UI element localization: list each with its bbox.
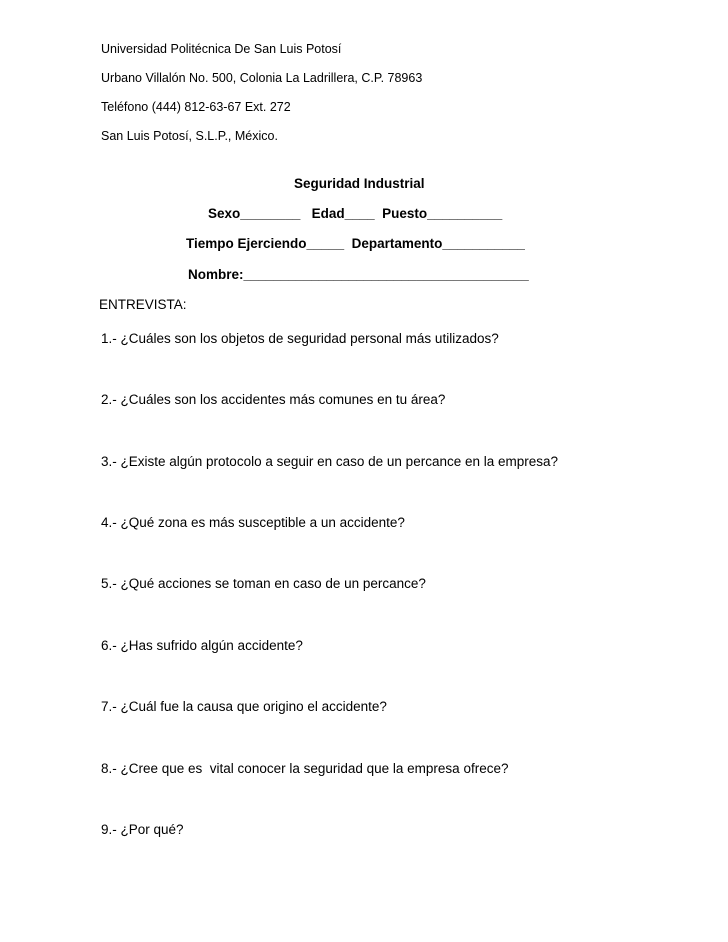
question-item: 8.- ¿Cree que es vital conocer la seguridad que la empresa ofrece? — [101, 761, 509, 776]
question-item: 7.- ¿Cuál fue la causa que origino el accidente? — [101, 699, 387, 714]
question-item: 3.- ¿Existe algún protocolo a seguir en caso de un percance en la empresa? — [101, 454, 559, 469]
institution-address: Urbano Villalón No. 500, Colonia La Ladrillera, C.P. 78963 — [101, 71, 423, 85]
question-item: 6.- ¿Has sufrido algún accidente? — [101, 638, 303, 653]
institution-name: Universidad Politécnica De San Luis Potosí — [101, 42, 342, 56]
question-item: 1.- ¿Cuáles son los objetos de seguridad personal más utilizados? — [101, 331, 499, 346]
institution-phone: Teléfono (444) 812-63-67 Ext. 272 — [101, 100, 291, 114]
question-item: 2.- ¿Cuáles son los accidentes más comunes en tu área? — [101, 392, 446, 407]
institution-city: San Luis Potosí, S.L.P., México. — [101, 129, 278, 143]
form-row-nombre: Nombre:______________________________________ — [188, 267, 529, 282]
form-row-tiempo-departamento: Tiempo Ejerciendo_____ Departamento___________ — [186, 236, 525, 251]
form-row-sexo-edad-puesto: Sexo________ Edad____ Puesto__________ — [208, 206, 503, 221]
question-item: 9.- ¿Por qué? — [101, 822, 184, 837]
form-title: Seguridad Industrial — [294, 176, 425, 191]
question-item: 4.- ¿Qué zona es más susceptible a un accidente? — [101, 515, 405, 530]
question-item: 5.- ¿Qué acciones se toman en caso de un percance? — [101, 576, 426, 591]
interview-label: ENTREVISTA: — [99, 297, 187, 312]
